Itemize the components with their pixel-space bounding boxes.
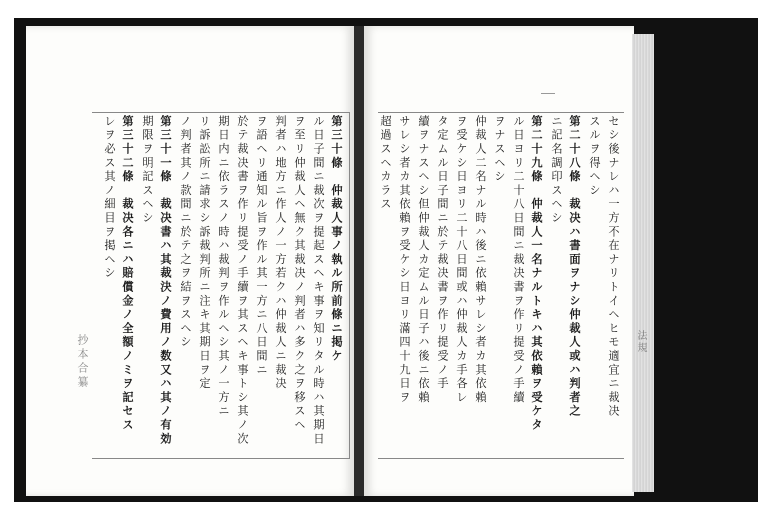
text-column: セシ後ナレハ一方不在ナリトイヘヒモ適宜ニ裁决: [607, 115, 620, 419]
text-column: サレシ者カ其依賴ヲ受ケシ日ヨリ滿四十九日ヲ: [398, 115, 411, 405]
text-column: 仲裁人二名ナル時ハ後ニ依賴サレシ者カ其依賴: [474, 115, 487, 405]
text-column: ヲナスヘシ: [493, 115, 506, 184]
text-column: 續ヲナスヘシ但仲裁人カ定ムル日子ハ後ニ依賴: [417, 115, 430, 405]
left-marginalia: 抄本合纂: [76, 334, 89, 390]
text-column: 於テ裁决書ヲ作リ提受ノ手續ヲ其スヘキ事トシ其ノ次: [236, 115, 249, 447]
text-column: レヲ必ス其ノ細目ヲ掲ヘシ: [103, 115, 116, 281]
text-column: 期限ヲ明記スヘシ: [141, 115, 154, 226]
text-column: ヲ至リ仲裁人ヘ無ク其裁决ノ判者ハ多ク之ヲ移スヘ: [293, 115, 306, 433]
book-gutter: [354, 26, 364, 496]
text-column: ノ判者其ノ款間ニ於テ之ヲ結ヲスヘシ: [179, 115, 192, 350]
text-column: 判者ハ地方ニ作人ノ一方若クハ仲裁人ニ裁决: [274, 115, 287, 391]
left-text-block: [92, 112, 350, 459]
text-column: 期日内ニ依ラスノ時ハ裁判ヲ作ルヘシ其ノ一方ニ: [217, 115, 230, 419]
text-column: 超過スヘカラス: [379, 115, 392, 212]
text-column: ル日子間ニ裁次ヲ提起スヘキ事ヲ知リタル時ハ其期日: [312, 115, 325, 447]
text-column: スルヲ得ヘシ: [588, 115, 601, 198]
article-30-heading: 第三十條 仲裁人事ノ執ル所前條ニ掲ケ: [330, 115, 344, 364]
top-mark: [541, 93, 555, 94]
edge-marginalia: 法規: [635, 330, 646, 354]
text-column: ヲ語ヘリ通知ル旨ヲ作ル其一方ニ八日間ニ: [255, 115, 268, 378]
article-29-heading: 第二十九條 仲裁人一名ナルトキハ其依賴ヲ受ケタ: [530, 115, 544, 433]
text-column: ニ記名調印スヘシ: [550, 115, 563, 226]
text-column: ル日ヨリ二十八日間ニ裁决書ヲ作リ提受ノ手續: [512, 115, 525, 405]
right-text-block: [378, 112, 624, 459]
text-column: リ訴訟所ニ請求シ訴裁判所ニ注キ其期日ヲ定: [198, 115, 211, 391]
article-31-heading: 第三十一條 裁决書ハ其裁決ノ費用ノ数又ハ其ノ有効: [159, 115, 173, 447]
text-column: タ定ムル日子間ニ於テ裁决書ヲ作リ提受ノ手: [436, 115, 449, 391]
article-32-heading: 第三十二條 裁决各ニハ賠償金ノ全額ノミヲ記セス: [121, 115, 135, 433]
text-column: ヲ受ケシ日ヨリ二十八日間或ハ仲裁人カ手各レ: [455, 115, 468, 405]
article-28-heading: 第二十八條 裁决ハ書面ヲナシ仲裁人或ハ判者之: [568, 115, 582, 419]
